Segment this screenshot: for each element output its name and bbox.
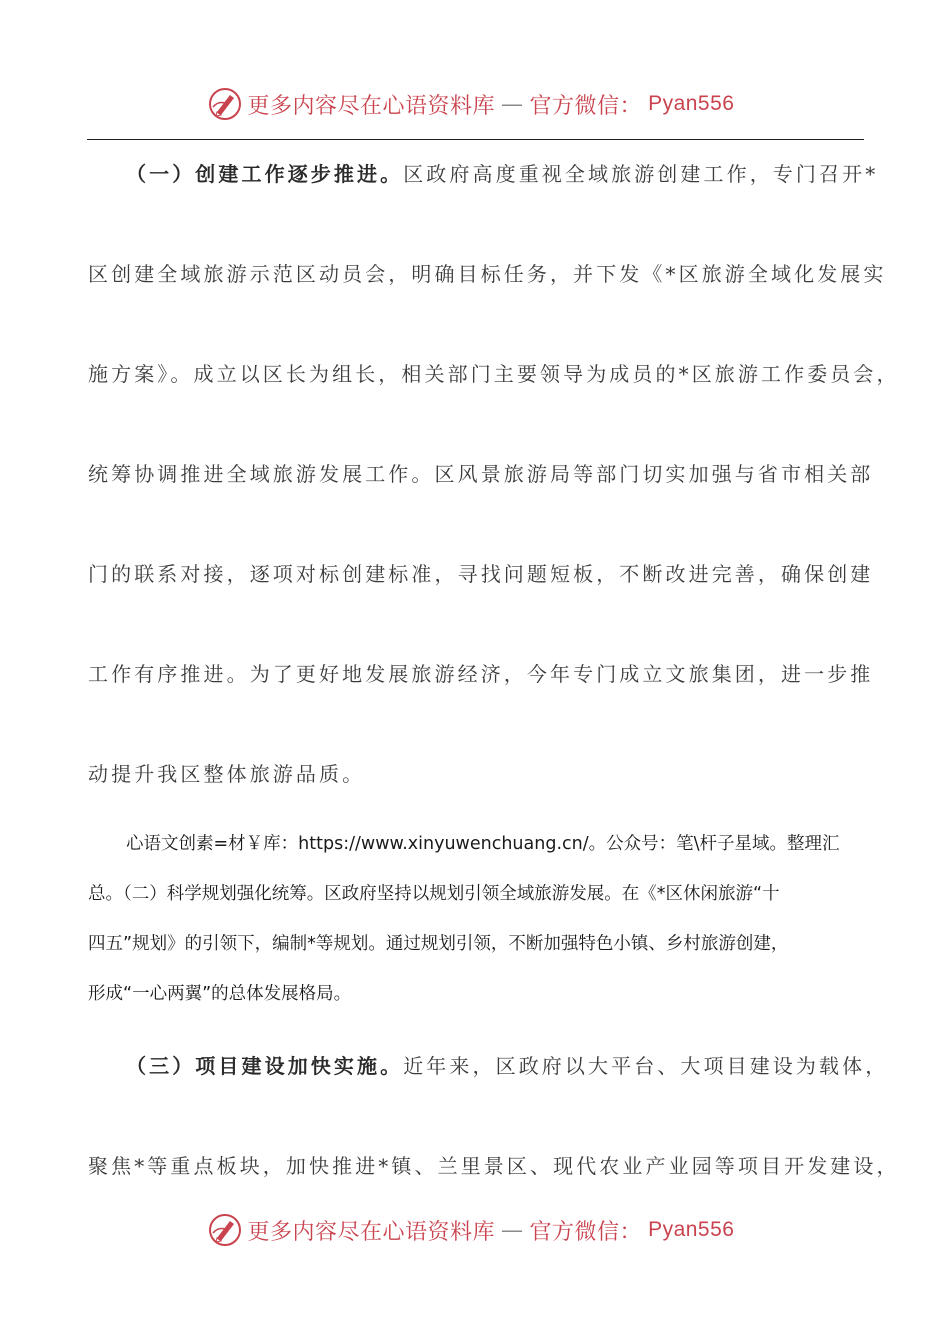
section-3-line-1: [126, 1050, 888, 1079]
section-1-line-2: 区创建全域旅游示范区动员会，明确目标任务，并下发《*区旅游全域化发展实: [88, 262, 887, 286]
header-dash: —: [501, 91, 524, 117]
section-1-line-4: 统筹协调推进全域旅游发展工作。区风景旅游局等部门切实加强与省市相关部: [88, 462, 874, 486]
header-brand-text: 更多内容尽在心语资料库: [247, 93, 496, 119]
section-3-line-1-text: 近年来，区政府以大平台、大项目建设为载体，: [403, 1054, 889, 1078]
section-1-heading: （一）创建工作逐步推进。: [126, 162, 404, 186]
page-header: [0, 84, 950, 124]
section-1-line-5: 门的联系对接，逐项对标创建标准，寻找问题短板，不断改进完善，确保创建: [88, 562, 874, 586]
section-3-heading: （三）项目建设加快实施。: [126, 1054, 404, 1078]
footer-dash: —: [501, 1217, 524, 1243]
section-2-line-1: 心语文创素=材￥库：https://www.xinyuwenchuang.cn/。公众号：笔\杆子星域。整理汇: [126, 834, 840, 854]
pen-logo-icon: [208, 87, 242, 121]
header-brand: [208, 87, 735, 121]
page-footer: [0, 1210, 950, 1250]
header-divider: [87, 139, 864, 140]
footer-brand: [208, 1213, 735, 1247]
footer-brand-text: 更多内容尽在心语资料库: [247, 1219, 496, 1245]
section-2-line-2: 总。（二）科学规划强化统筹。区政府坚持以规划引领全域旅游发展。在《*区休闲旅游“十: [88, 884, 780, 904]
section-3-line-2: 聚焦*等重点板块，加快推进*镇、兰里景区、现代农业产业园等项目开发建设，: [88, 1154, 900, 1178]
footer-wechat-label: 官方微信：: [529, 1219, 643, 1245]
section-1-line-7: 动提升我区整体旅游品质。: [88, 762, 366, 786]
pen-logo-icon: [208, 1213, 242, 1247]
section-1-line-3: 施方案》。成立以区长为组长，相关部门主要领导为成员的*区旅游工作委员会，: [88, 362, 900, 386]
header-wechat-id: Pyan556: [648, 92, 735, 115]
section-1-line-1-text: 区政府高度重视全域旅游创建工作，专门召开*: [403, 162, 879, 186]
section-1-line-6: 工作有序推进。为了更好地发展旅游经济，今年专门成立文旅集团，进一步推: [88, 662, 874, 686]
section-2-line-4: 形成“一心两翼”的总体发展格局。: [88, 984, 352, 1004]
footer-wechat-id: Pyan556: [648, 1218, 735, 1241]
section-1-line-1: [126, 158, 878, 187]
section-2-line-3: 四五”规划》的引领下，编制*等规划。通过规划引领，不断加强特色小镇、乡村旅游创建，: [88, 934, 789, 954]
header-wechat-label: 官方微信：: [529, 93, 643, 119]
